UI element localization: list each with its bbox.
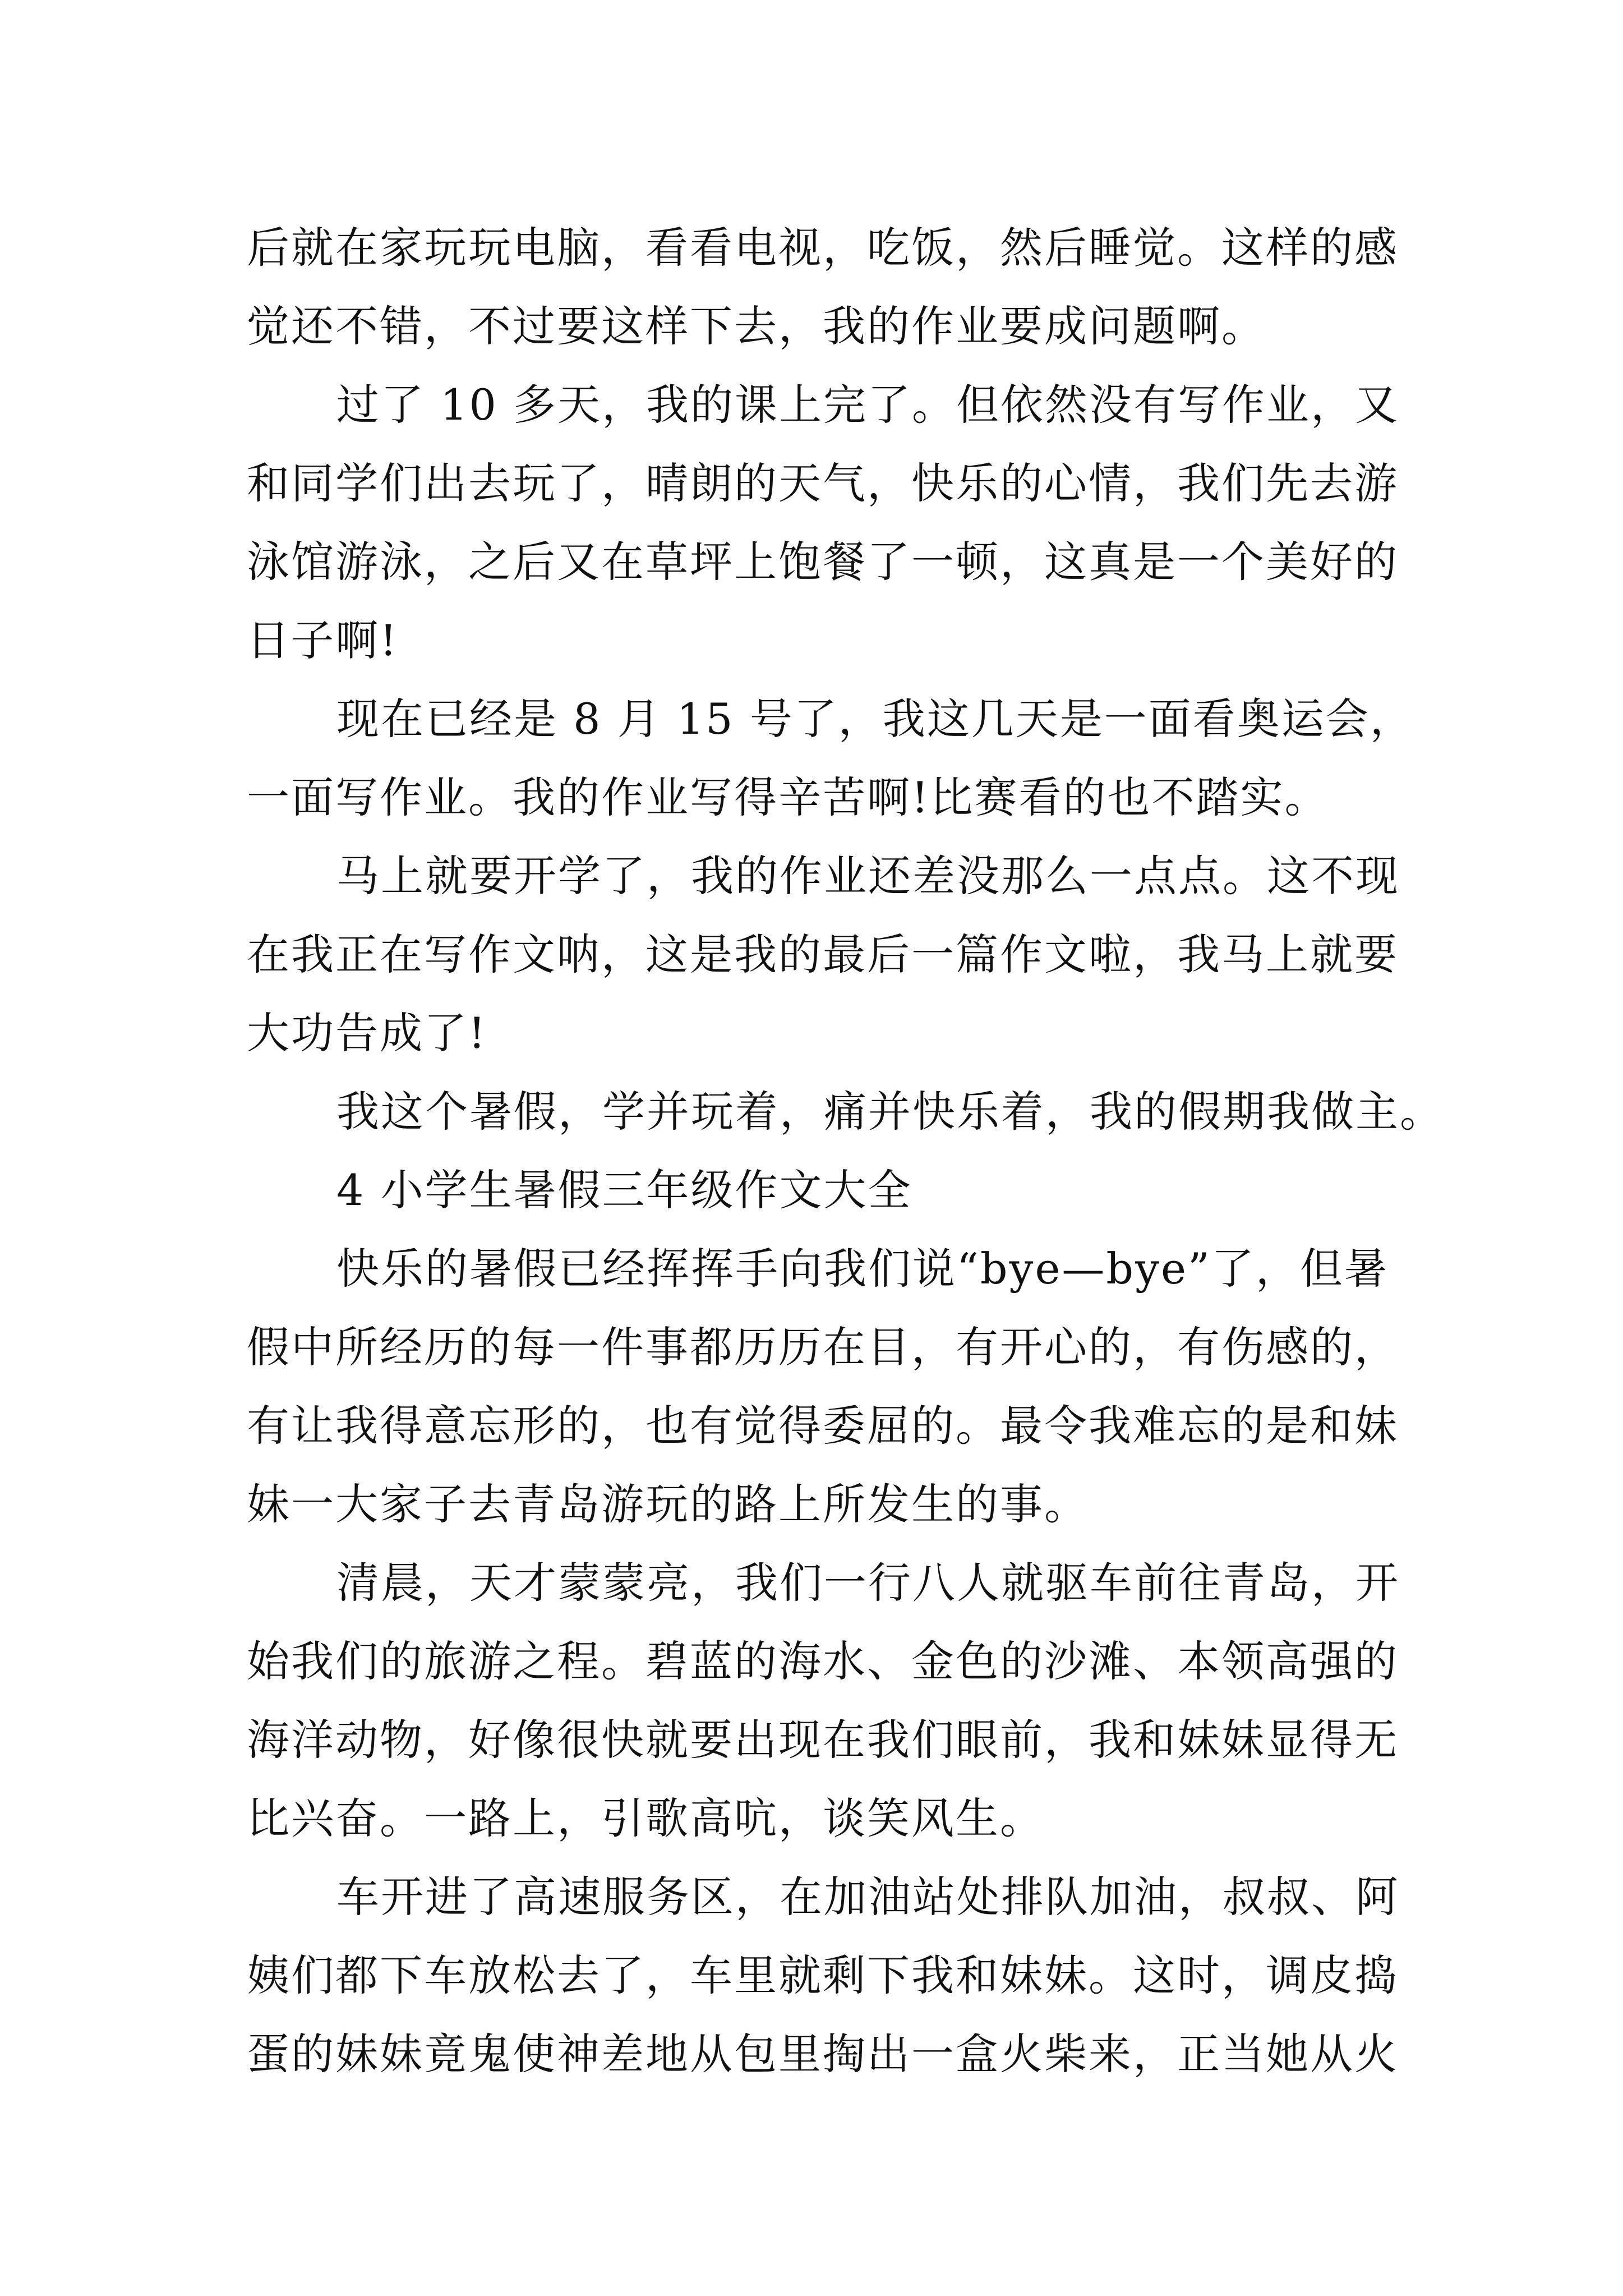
text-line-1: 后就在家玩玩电脑，看看电视，吃饭，然后睡觉。这样的感 bbox=[247, 223, 1399, 273]
section-heading: 4 小学生暑假三年级作文大全 bbox=[336, 1165, 912, 1215]
text-line-11: 大功告成了! bbox=[247, 1008, 487, 1058]
text-line-20: 海洋动物，好像很快就要出现在我们眼前，我和妹妹显得无 bbox=[247, 1715, 1399, 1765]
text-line-10: 在我正在写作文呐，这是我的最后一篇作文啦，我马上就要 bbox=[247, 930, 1399, 979]
text-line-17: 妹一大家子去青岛游玩的路上所发生的事。 bbox=[247, 1479, 1089, 1529]
text-line-2: 觉还不错，不过要这样下去，我的作业要成问题啊。 bbox=[247, 301, 1266, 351]
text-line-4: 和同学们出去玩了，晴朗的天气，快乐的心情，我们先去游 bbox=[247, 458, 1399, 508]
text-line-12: 我这个暑假，学并玩着，痛并快乐着，我的假期我做主。 bbox=[336, 1087, 1444, 1137]
text-line-24: 蛋的妹妹竟鬼使神差地从包里掏出一盒火柴来，正当她从火 bbox=[247, 2029, 1399, 2079]
text-line-19: 始我们的旅游之程。碧蓝的海水、金色的沙滩、本领高强的 bbox=[247, 1636, 1399, 1686]
text-line-22: 车开进了高速服务区，在加油站处排队加油，叔叔、阿 bbox=[336, 1872, 1400, 1922]
text-line-15: 假中所经历的每一件事都历历在目，有开心的，有伤感的， bbox=[247, 1322, 1399, 1372]
text-line-5: 泳馆游泳，之后又在草坪上饱餐了一顿，这真是一个美好的 bbox=[247, 537, 1399, 587]
text-line-16: 有让我得意忘形的，也有觉得委屈的。最令我难忘的是和妹 bbox=[247, 1401, 1399, 1451]
text-line-8: 一面写作业。我的作业写得辛苦啊!比赛看的也不踏实。 bbox=[247, 772, 1329, 822]
text-line-9: 马上就要开学了，我的作业还差没那么一点点。这不现 bbox=[336, 851, 1400, 901]
text-line-14: 快乐的暑假已经挥挥手向我们说“bye—bye”了，但暑 bbox=[336, 1244, 1389, 1294]
text-line-7: 现在已经是 8 月 15 号了，我这几天是一面看奥运会， bbox=[336, 694, 1414, 744]
text-line-6: 日子啊! bbox=[247, 615, 399, 665]
text-line-23: 姨们都下车放松去了，车里就剩下我和妹妹。这时，调皮捣 bbox=[247, 1950, 1399, 2000]
text-line-3: 过了 10 多天，我的课上完了。但依然没有写作业，又 bbox=[336, 380, 1400, 430]
text-line-18: 清晨，天才蒙蒙亮，我们一行八人就驱车前往青岛，开 bbox=[336, 1558, 1400, 1608]
text-line-21: 比兴奋。一路上，引歌高吭，谈笑风生。 bbox=[247, 1793, 1044, 1843]
